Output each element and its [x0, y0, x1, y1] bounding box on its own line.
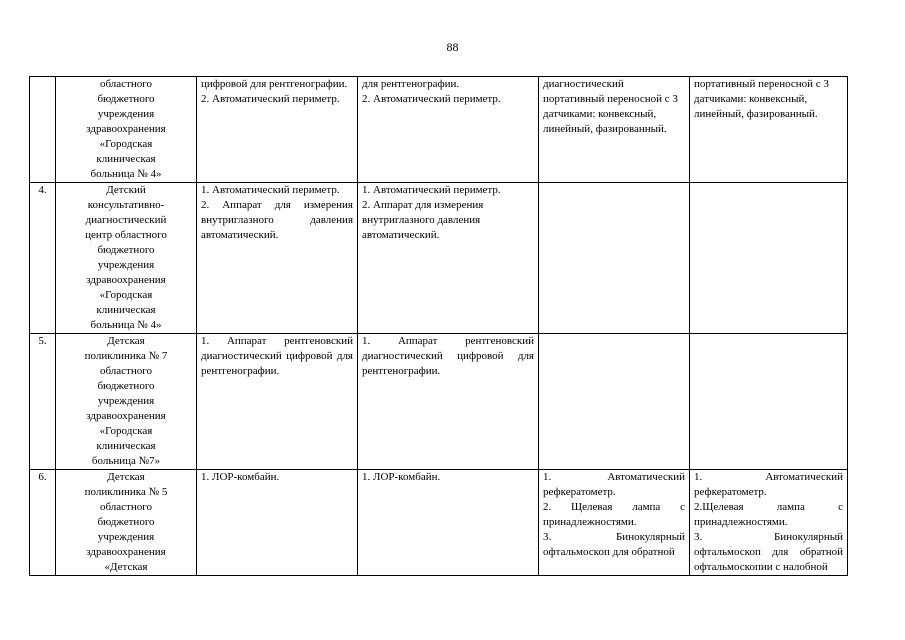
equipment-cell: [358, 334, 539, 470]
table-row: [30, 77, 848, 183]
equipment-item: для рентгенографии.: [362, 78, 460, 90]
equipment-item: 3. Бинокулярный офтальмоскоп для обратной: [543, 531, 685, 558]
organization-line: Детская: [107, 335, 145, 347]
equipment-item: диагностический портативный переносной с 3 датчиками: конвексный, линейный, фазированный.: [543, 78, 678, 135]
equipment-cell: [197, 470, 358, 576]
organization-line: Детская: [107, 471, 145, 483]
organization-line: клиническая: [96, 440, 156, 452]
organization-line: больница № 4»: [90, 168, 162, 180]
table-row: [30, 334, 848, 470]
equipment-item: портативный переносной с 3 датчиками: конвексный, линейный, фазированный.: [694, 78, 829, 120]
equipment-cell: [358, 470, 539, 576]
organization-line: бюджетного: [97, 244, 155, 256]
organization-line: поликлиника № 5: [84, 486, 168, 498]
organization-cell: [56, 77, 197, 183]
organization-line: бюджетного: [97, 93, 155, 105]
row-number-cell: 4.: [30, 183, 56, 334]
organization-line: здравоохранения: [86, 546, 166, 558]
organization-line: учреждения: [97, 395, 155, 407]
equipment-item: 1. ЛОР-комбайн.: [362, 471, 441, 483]
organization-line: бюджетного: [97, 380, 155, 392]
equipment-cell: [539, 77, 690, 183]
organization-line: Детский: [106, 184, 146, 196]
organization-cell: [56, 183, 197, 334]
equipment-cell: [358, 77, 539, 183]
equipment-item: 1. Аппарат рентгеновский диагностический цифровой для рентгенографии.: [362, 335, 534, 377]
equipment-cell: [197, 183, 358, 334]
organization-line: больница №7»: [91, 455, 161, 467]
organization-line: клиническая: [96, 153, 156, 165]
organization-line: областного: [99, 78, 152, 90]
equipment-cell: [197, 77, 358, 183]
organization-line: областного: [99, 501, 152, 513]
organization-line: «Городская: [99, 289, 153, 301]
equipment-item: 2.Щелевая лампа с принадлежностями.: [694, 501, 843, 528]
organization-line: здравоохранения: [86, 274, 166, 286]
equipment-cell: [197, 334, 358, 470]
equipment-cell: [690, 470, 848, 576]
equipment-item: 2. Аппарат для измерения внутриглазного давления автоматический.: [362, 199, 484, 241]
equipment-item: цифровой для рентгенографии.: [201, 78, 348, 90]
equipment-item: 2. Щелевая лампа с принадлежностями.: [543, 501, 685, 528]
equipment-item: 2. Аппарат для измерения внутриглазного давления автоматический.: [201, 199, 353, 241]
equipment-item: 1. Автоматический периметр.: [362, 184, 501, 196]
equipment-item: 3. Бинокулярный офтальмоскоп для обратной офтальмоскопии с налобной: [694, 531, 843, 573]
equipment-table: [29, 76, 848, 576]
organization-line: «Городская: [99, 138, 153, 150]
organization-line: центр областного: [85, 229, 167, 241]
table-row: [30, 470, 848, 576]
equipment-item: 2. Автоматический периметр.: [362, 93, 501, 105]
equipment-item: 1. Автоматический рефкератометр.: [543, 471, 685, 498]
organization-line: бюджетного: [97, 516, 155, 528]
organization-line: областного: [99, 365, 152, 377]
equipment-item: 1. Аппарат рентгеновский диагностический цифровой для рентгенографии.: [201, 335, 353, 377]
organization-line: учреждения: [97, 108, 155, 120]
page-number: 88: [446, 40, 459, 54]
equipment-item: 1. Автоматический периметр.: [201, 184, 340, 196]
equipment-cell: [690, 183, 848, 334]
organization-line: поликлиника № 7: [84, 350, 168, 362]
organization-line: здравоохранения: [86, 410, 166, 422]
organization-line: диагностический: [85, 214, 167, 226]
organization-line: учреждения: [97, 531, 155, 543]
equipment-cell: [690, 334, 848, 470]
organization-line: клиническая: [96, 304, 156, 316]
equipment-item: 1. ЛОР-комбайн.: [201, 471, 280, 483]
organization-line: больница № 4»: [90, 319, 162, 331]
table-row: [30, 183, 848, 334]
row-number-cell: 6.: [30, 470, 56, 576]
equipment-cell: [539, 183, 690, 334]
row-number-cell: [30, 77, 56, 183]
equipment-item: 1. Автоматический рефкератометр.: [694, 471, 843, 498]
organization-line: консультативно-: [87, 199, 165, 211]
organization-line: «Детская: [104, 561, 148, 573]
organization-cell: [56, 334, 197, 470]
organization-line: учреждения: [97, 259, 155, 271]
organization-line: здравоохранения: [86, 123, 166, 135]
equipment-cell: [539, 334, 690, 470]
equipment-item: 2. Автоматический периметр.: [201, 93, 340, 105]
organization-cell: [56, 470, 197, 576]
equipment-cell: [690, 77, 848, 183]
organization-line: «Городская: [99, 425, 153, 437]
equipment-cell: [539, 470, 690, 576]
row-number-cell: 5.: [30, 334, 56, 470]
equipment-cell: [358, 183, 539, 334]
